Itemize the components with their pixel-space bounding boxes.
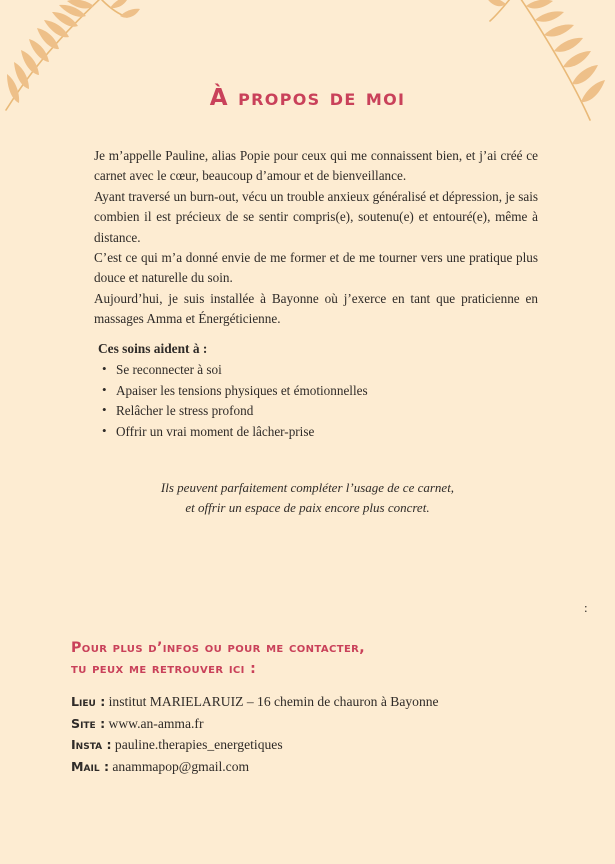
italic-note-line-2: et offrir un espace de paix encore plus concret. bbox=[185, 500, 430, 515]
list-item: • Apaiser les tensions physiques et émotionnelles bbox=[98, 381, 368, 402]
contact-list bbox=[71, 691, 439, 777]
benefits-heading: Ces soins aident à : bbox=[98, 341, 208, 356]
italic-note-line-1: Ils peuvent parfaitement compléter l’usage de ce carnet, bbox=[160, 480, 455, 495]
contact-row-mail bbox=[71, 756, 439, 778]
contact-label-site: Site : bbox=[71, 715, 106, 731]
intro-paragraph-1: Je m’appelle Pauline, alias Popie pour ceux qui me connaissent bien, et j’ai créé ce carnet avec le cœur, beaucoup d’amour et de bienveillance. bbox=[94, 148, 538, 184]
intro-paragraph-3: C’est ce qui m’a donné envie de me former et de me tourner vers une pratique plus douce et naturelle du soin. bbox=[94, 250, 538, 286]
intro-paragraph-2: Ayant traversé un burn-out, vécu un trouble anxieux généralisé et dépression, je sais combien il est précieux de se sentir compris(e), soutenu(e) et entouré(e), même à distance. bbox=[94, 188, 538, 245]
intro-text bbox=[94, 146, 538, 330]
leaf-branch-top-left-icon bbox=[0, 0, 140, 134]
contact-heading-line-2: tu peux me retrouver ici : bbox=[71, 661, 257, 677]
list-item: • Offrir un vrai moment de lâcher-prise bbox=[98, 422, 368, 443]
intro-paragraph-4: Aujourd’hui, je suis installée à Bayonne où j’exerce en tant que praticienne en massages Amma et Énergéticienne. bbox=[94, 290, 538, 327]
contact-value-insta[interactable]: pauline.therapies_energetiques bbox=[114, 737, 283, 753]
contact-heading bbox=[71, 638, 365, 680]
contact-row-lieu bbox=[71, 691, 439, 713]
italic-note bbox=[0, 478, 615, 518]
contact-heading-line-1: Pour plus d’infos ou pour me contacter, bbox=[71, 640, 366, 656]
benefits-list bbox=[98, 360, 368, 442]
list-item: • Relâcher le stress profond bbox=[98, 401, 368, 422]
list-item: • Se reconnecter à soi bbox=[98, 360, 368, 381]
contact-label-insta: Insta : bbox=[71, 737, 112, 753]
stray-colon-mark: : bbox=[584, 600, 588, 615]
contact-value-site[interactable]: www.an-amma.fr bbox=[108, 715, 204, 731]
leaf-branch-top-right-icon bbox=[486, 0, 615, 135]
contact-row-insta bbox=[71, 734, 439, 756]
contact-label-mail: Mail : bbox=[71, 758, 110, 774]
page-title: À propos de moi bbox=[209, 85, 406, 112]
contact-label-lieu: Lieu : bbox=[71, 694, 106, 709]
contact-value-lieu: institut MARIELARUIZ – 16 chemin de chauron à Bayonne bbox=[108, 694, 439, 709]
contact-value-mail[interactable]: anammapop@gmail.com bbox=[112, 758, 250, 774]
contact-row-site bbox=[71, 713, 439, 735]
